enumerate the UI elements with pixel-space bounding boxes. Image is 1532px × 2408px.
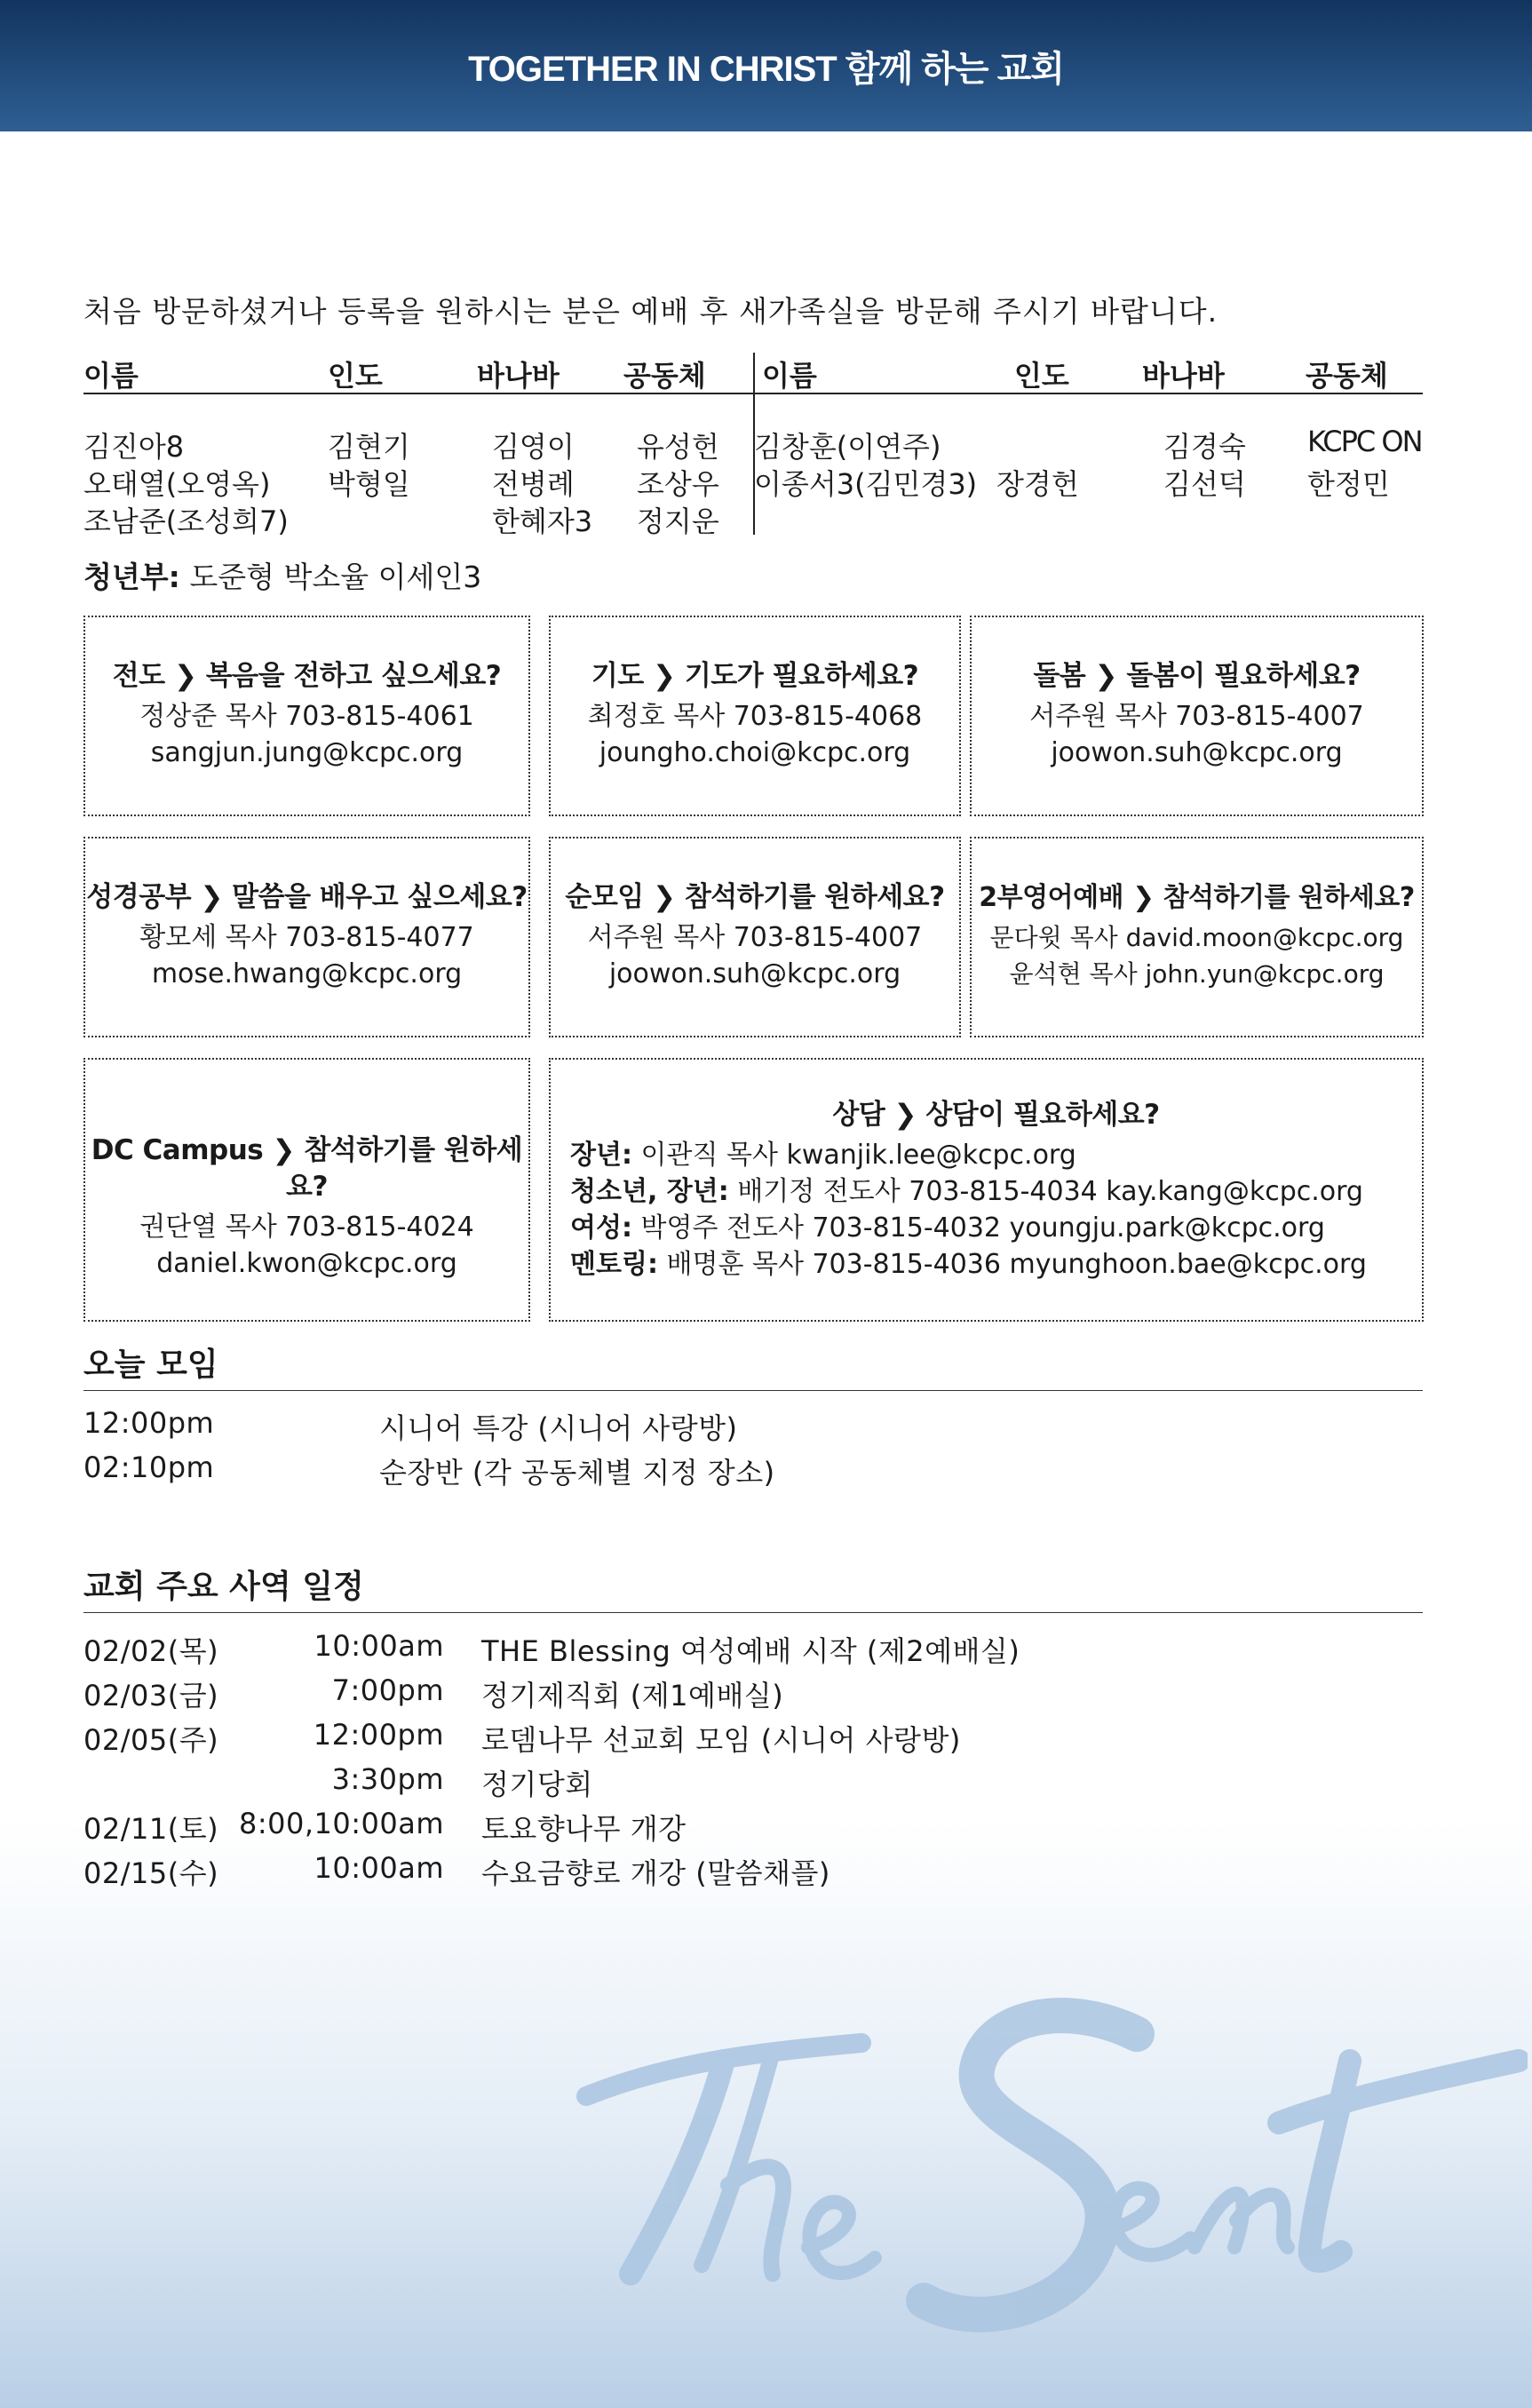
ministry-email[interactable]: mose.hwang@kcpc.org: [151, 958, 463, 989]
ministry-box-evangelism: [83, 616, 530, 816]
barnabas-cell: 한혜자3: [492, 505, 593, 538]
today-desc: 순장반 (각 공동체별 지정 장소): [379, 1456, 775, 1490]
ministry-email[interactable]: daniel.kwon@kcpc.org: [156, 1248, 457, 1279]
schedule-desc: 로뎀나무 선교회 모임 (시니어 사랑방): [481, 1723, 961, 1757]
ministry-topic: 상담: [832, 1099, 885, 1131]
counseling-label: 장년:: [570, 1140, 632, 1171]
leader-cell: 김현기: [328, 430, 410, 464]
ministry-email[interactable]: joungho.choi@kcpc.org: [599, 737, 911, 768]
chevron-right-icon: ❯: [893, 1099, 917, 1131]
schedule-desc: 정기당회: [481, 1768, 593, 1801]
ministry-contact: 황모세 목사 703-815-4077: [139, 922, 474, 953]
counseling-label: 여성:: [570, 1212, 632, 1244]
schedule-date: 02/03(금): [83, 1679, 219, 1713]
ministry-box-prayer: [549, 616, 961, 816]
ministry-question: 참석하기를 원하세요?: [286, 1134, 523, 1203]
schedule-date: 02/15(수): [83, 1856, 219, 1890]
counseling-row: [570, 1173, 1422, 1210]
barnabas-cell: 김경숙: [1163, 430, 1246, 464]
name-cell: 김진아8: [83, 430, 185, 464]
ministry-question: 돌봄이 필요하세요?: [1126, 660, 1361, 692]
ministry-topic: 돌봄: [1033, 660, 1086, 692]
schedule-desc: 수요금향로 개강 (말씀채플): [481, 1856, 830, 1890]
chevron-right-icon: ❯: [272, 1134, 296, 1166]
chevron-right-icon: ❯: [1094, 660, 1118, 692]
schedule-date: 02/05(주): [83, 1723, 219, 1757]
section-title-today: 오늘 모임: [83, 1339, 1423, 1391]
counseling-row: [570, 1210, 1422, 1246]
ministry-topic: 순모임: [565, 881, 644, 913]
ministry-box-care: [970, 616, 1424, 816]
community-cell: 정지운: [637, 505, 719, 538]
ministry-contact[interactable]: 윤석현 목사 john.yun@kcpc.org: [1009, 959, 1385, 989]
ministry-topic: DC Campus: [91, 1134, 264, 1166]
the-sent-watermark-logo: [568, 1981, 1528, 2372]
community-cell: 한정민: [1307, 467, 1390, 501]
ministry-contact: 서주원 목사 703-815-4007: [587, 922, 923, 953]
schedule-date: 02/02(목): [83, 1634, 219, 1668]
today-time: 02:10pm: [83, 1450, 215, 1484]
schedule-desc: THE Blessing 여성예배 시작 (제2예배실): [481, 1634, 1020, 1668]
ministry-contact[interactable]: 문다윗 목사 david.moon@kcpc.org: [989, 923, 1404, 952]
name-cell: 조남준(조성희7): [83, 505, 289, 538]
schedule-time: 10:00am: [314, 1629, 444, 1663]
counseling-label: 청소년, 장년:: [570, 1176, 729, 1207]
intro-text: 처음 방문하셨거나 등록을 원하시는 분은 예배 후 새가족실을 방문해 주시기 바랍니다.: [83, 294, 1218, 329]
name-cell: 김창훈(이연주): [754, 430, 941, 464]
leader-cell: 박형일: [328, 467, 410, 501]
ministry-email[interactable]: joowon.suh@kcpc.org: [608, 958, 901, 989]
section-title-schedule: 교회 주요 사역 일정: [83, 1562, 1423, 1613]
today-time: 12:00pm: [83, 1406, 215, 1440]
barnabas-cell: 김선덕: [1163, 467, 1246, 501]
barnabas-cell: 전병례: [492, 467, 575, 501]
counseling-contact: 배기정 전도사 703-815-4034 kay.kang@kcpc.org: [737, 1176, 1363, 1207]
youth-names: 도준형 박소율 이세인3: [189, 560, 482, 594]
ministry-topic: 전도: [112, 660, 165, 692]
chevron-right-icon: ❯: [1131, 882, 1155, 913]
chevron-right-icon: ❯: [200, 881, 223, 913]
ministry-contact: 권단열 목사 703-815-4024: [139, 1212, 474, 1243]
header-title: TOGETHER IN CHRIST 함께 하는 교회: [468, 49, 1064, 89]
col-header-leader-2: 인도: [1014, 359, 1069, 393]
schedule-time: 10:00am: [314, 1851, 444, 1885]
ministry-contact: 정상준 목사 703-815-4061: [139, 701, 474, 732]
table-row: [83, 499, 1423, 538]
community-cell: 조상우: [637, 467, 719, 501]
schedule-time: 12:00pm: [313, 1718, 444, 1752]
col-header-barnabas-2: 바나바: [1142, 359, 1225, 393]
chevron-right-icon: ❯: [653, 881, 676, 913]
youth-line: [83, 554, 481, 596]
schedule-time: 8:00,10:00am: [238, 1807, 444, 1840]
ministry-box-dc-campus: [83, 1058, 530, 1322]
ministry-contact: 서주원 목사 703-815-4007: [1029, 701, 1364, 732]
barnabas-cell: 김영이: [492, 430, 575, 464]
today-desc: 시니어 특강 (시니어 사랑방): [379, 1411, 738, 1445]
table-row: [83, 425, 1423, 464]
counseling-contact: 이관직 목사 kwanjik.lee@kcpc.org: [640, 1140, 1076, 1171]
youth-label: 청년부:: [83, 560, 180, 594]
schedule-time: 7:00pm: [331, 1673, 444, 1707]
schedule-date: 02/11(토): [83, 1812, 219, 1846]
table-row: [83, 462, 1423, 501]
leader-cell: 장경헌: [996, 467, 1079, 501]
ministry-topic: 기도: [591, 660, 644, 692]
ministry-box-small-group: [549, 837, 961, 1037]
ministry-topic: 2부영어예배: [979, 882, 1124, 913]
chevron-right-icon: ❯: [173, 660, 197, 692]
col-header-community: 공동체: [623, 359, 706, 393]
col-header-barnabas: 바나바: [477, 359, 560, 393]
ministry-question: 말씀을 배우고 싶으세요?: [232, 881, 528, 913]
name-cell: 이종서3(김민경3): [754, 467, 978, 501]
col-header-name-2: 이름: [762, 359, 817, 393]
ministry-box-english-service: [970, 837, 1424, 1037]
ministry-box-bible-study: [83, 837, 530, 1037]
ministry-email[interactable]: joowon.suh@kcpc.org: [1051, 737, 1343, 768]
counseling-contact: 박영주 전도사 703-815-4032 youngju.park@kcpc.org: [640, 1212, 1325, 1244]
community-cell: KCPC ON: [1307, 425, 1422, 458]
col-header-name: 이름: [83, 359, 139, 393]
ministry-topic: 성경공부: [86, 881, 192, 913]
ministry-question: 참석하기를 원하세요?: [684, 881, 945, 913]
ministry-contact: 최정호 목사 703-815-4068: [587, 701, 923, 732]
col-header-community-2: 공동체: [1306, 359, 1388, 393]
chevron-right-icon: ❯: [653, 660, 676, 692]
ministry-box-counseling: [549, 1058, 1424, 1322]
ministry-question: 참석하기를 원하세요?: [1163, 882, 1415, 913]
schedule-desc: 토요향나무 개강: [481, 1812, 687, 1846]
ministry-email[interactable]: sangjun.jung@kcpc.org: [150, 737, 464, 768]
ministry-question: 상담이 필요하세요?: [925, 1099, 1160, 1131]
ministry-question: 기도가 필요하세요?: [684, 660, 919, 692]
counseling-contact: 배명훈 목사 703-815-4036 myunghoon.bae@kcpc.org: [666, 1249, 1367, 1280]
counseling-row: [570, 1246, 1422, 1283]
col-header-leader: 인도: [328, 359, 383, 393]
ministry-question: 복음을 전하고 싶으세요?: [205, 660, 502, 692]
header-banner: [0, 0, 1532, 131]
name-cell: 오태열(오영옥): [83, 467, 271, 501]
schedule-time: 3:30pm: [331, 1762, 444, 1796]
community-cell: 유성헌: [637, 430, 719, 464]
schedule-desc: 정기제직회 (제1예배실): [481, 1679, 784, 1713]
counseling-label: 멘토링:: [570, 1249, 658, 1280]
counseling-row: [570, 1137, 1422, 1173]
